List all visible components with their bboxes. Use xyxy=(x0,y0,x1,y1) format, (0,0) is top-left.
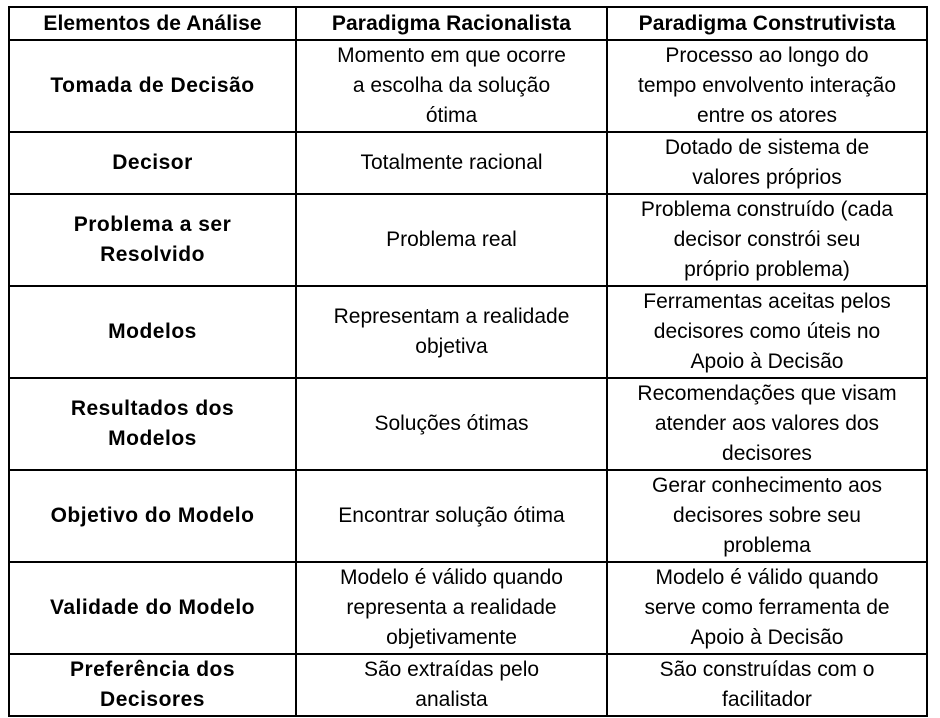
rationalist-cell xyxy=(296,40,607,132)
table-row xyxy=(9,378,927,470)
cell-line: Representam a realidade xyxy=(333,305,570,328)
constructivist-cell xyxy=(607,562,927,654)
element-cell xyxy=(9,470,296,562)
constructivist-cell xyxy=(607,132,927,194)
cell-line: Problema real xyxy=(386,228,517,251)
cell-line: Problema construído (cada xyxy=(640,198,894,221)
cell-line: Decisor xyxy=(112,151,193,174)
element-cell xyxy=(9,40,296,132)
element-cell xyxy=(9,378,296,470)
constructivist-cell xyxy=(607,470,927,562)
rationalist-cell xyxy=(296,562,607,654)
cell-line: representa a realidade xyxy=(346,596,557,619)
table-row xyxy=(9,562,927,654)
cell-line: objetivamente xyxy=(386,626,517,649)
constructivist-cell xyxy=(607,194,927,286)
cell-line: Validade do Modelo xyxy=(49,596,256,619)
cell-line: Modelo é válido quando xyxy=(339,566,563,589)
cell-line: decisor constrói seu xyxy=(673,228,861,251)
table-row xyxy=(9,132,927,194)
cell-line: Resultados dos xyxy=(70,397,235,420)
header-racionalista: Paradigma Racionalista xyxy=(296,7,607,40)
cell-line: ótima xyxy=(425,104,478,127)
cell-line: objetiva xyxy=(415,335,488,358)
cell-line: Modelos xyxy=(108,320,197,343)
cell-line: atender aos valores dos xyxy=(654,412,880,435)
cell-line: Objetivo do Modelo xyxy=(50,504,255,527)
cell-line: Ferramentas aceitas pelos xyxy=(643,290,891,313)
element-cell xyxy=(9,194,296,286)
constructivist-cell xyxy=(607,378,927,470)
element-cell xyxy=(9,132,296,194)
cell-line: decisores como úteis no xyxy=(653,320,881,343)
cell-line: Momento em que ocorre xyxy=(337,44,566,67)
cell-line: Encontrar solução ótima xyxy=(338,504,565,527)
rationalist-cell xyxy=(296,286,607,378)
element-cell xyxy=(9,286,296,378)
cell-line: Modelos xyxy=(108,427,197,450)
cell-line: valores próprios xyxy=(692,166,842,189)
cell-line: Decisores xyxy=(100,688,205,711)
header-row xyxy=(9,7,927,40)
element-cell xyxy=(9,562,296,654)
element-cell xyxy=(9,654,296,716)
cell-line: Problema a ser xyxy=(73,213,232,236)
header-elementos: Elementos de Análise xyxy=(9,7,296,40)
constructivist-cell xyxy=(607,40,927,132)
cell-line: Apoio à Decisão xyxy=(690,350,844,373)
cell-line: entre os atores xyxy=(696,104,838,127)
rationalist-cell xyxy=(296,194,607,286)
cell-line: facilitador xyxy=(722,688,812,711)
constructivist-cell xyxy=(607,654,927,716)
table-row xyxy=(9,40,927,132)
cell-line: Dotado de sistema de xyxy=(664,136,870,159)
rationalist-cell xyxy=(296,378,607,470)
cell-line: Tomada de Decisão xyxy=(50,74,255,97)
table-row xyxy=(9,194,927,286)
comparison-table xyxy=(8,6,928,717)
rationalist-cell xyxy=(296,654,607,716)
header-construtivista: Paradigma Construtivista xyxy=(607,7,927,40)
cell-line: serve como ferramenta de xyxy=(644,596,890,619)
cell-line: próprio problema) xyxy=(684,258,850,281)
cell-line: Apoio à Decisão xyxy=(690,626,844,649)
cell-line: Recomendações que visam xyxy=(637,382,897,405)
cell-line: Modelo é válido quando xyxy=(655,566,879,589)
cell-line: Processo ao longo do xyxy=(665,44,869,67)
cell-line: problema xyxy=(723,534,811,557)
constructivist-cell xyxy=(607,286,927,378)
cell-line: decisores sobre seu xyxy=(673,504,861,527)
cell-line: Soluções ótimas xyxy=(374,412,529,435)
cell-line: Resolvido xyxy=(100,243,205,266)
cell-line: São extraídas pelo xyxy=(363,658,540,681)
cell-line: Gerar conhecimento aos xyxy=(652,474,882,497)
rationalist-cell xyxy=(296,132,607,194)
table-row xyxy=(9,654,927,716)
cell-line: São construídas com o xyxy=(659,658,875,681)
cell-line: Preferência dos xyxy=(69,658,236,681)
cell-line: analista xyxy=(415,688,488,711)
cell-line: a escolha da solução xyxy=(352,74,551,97)
table-row xyxy=(9,470,927,562)
cell-line: Totalmente racional xyxy=(360,151,543,174)
table-row xyxy=(9,286,927,378)
rationalist-cell xyxy=(296,470,607,562)
cell-line: decisores xyxy=(722,442,812,465)
cell-line: tempo envolvento interação xyxy=(638,74,896,97)
